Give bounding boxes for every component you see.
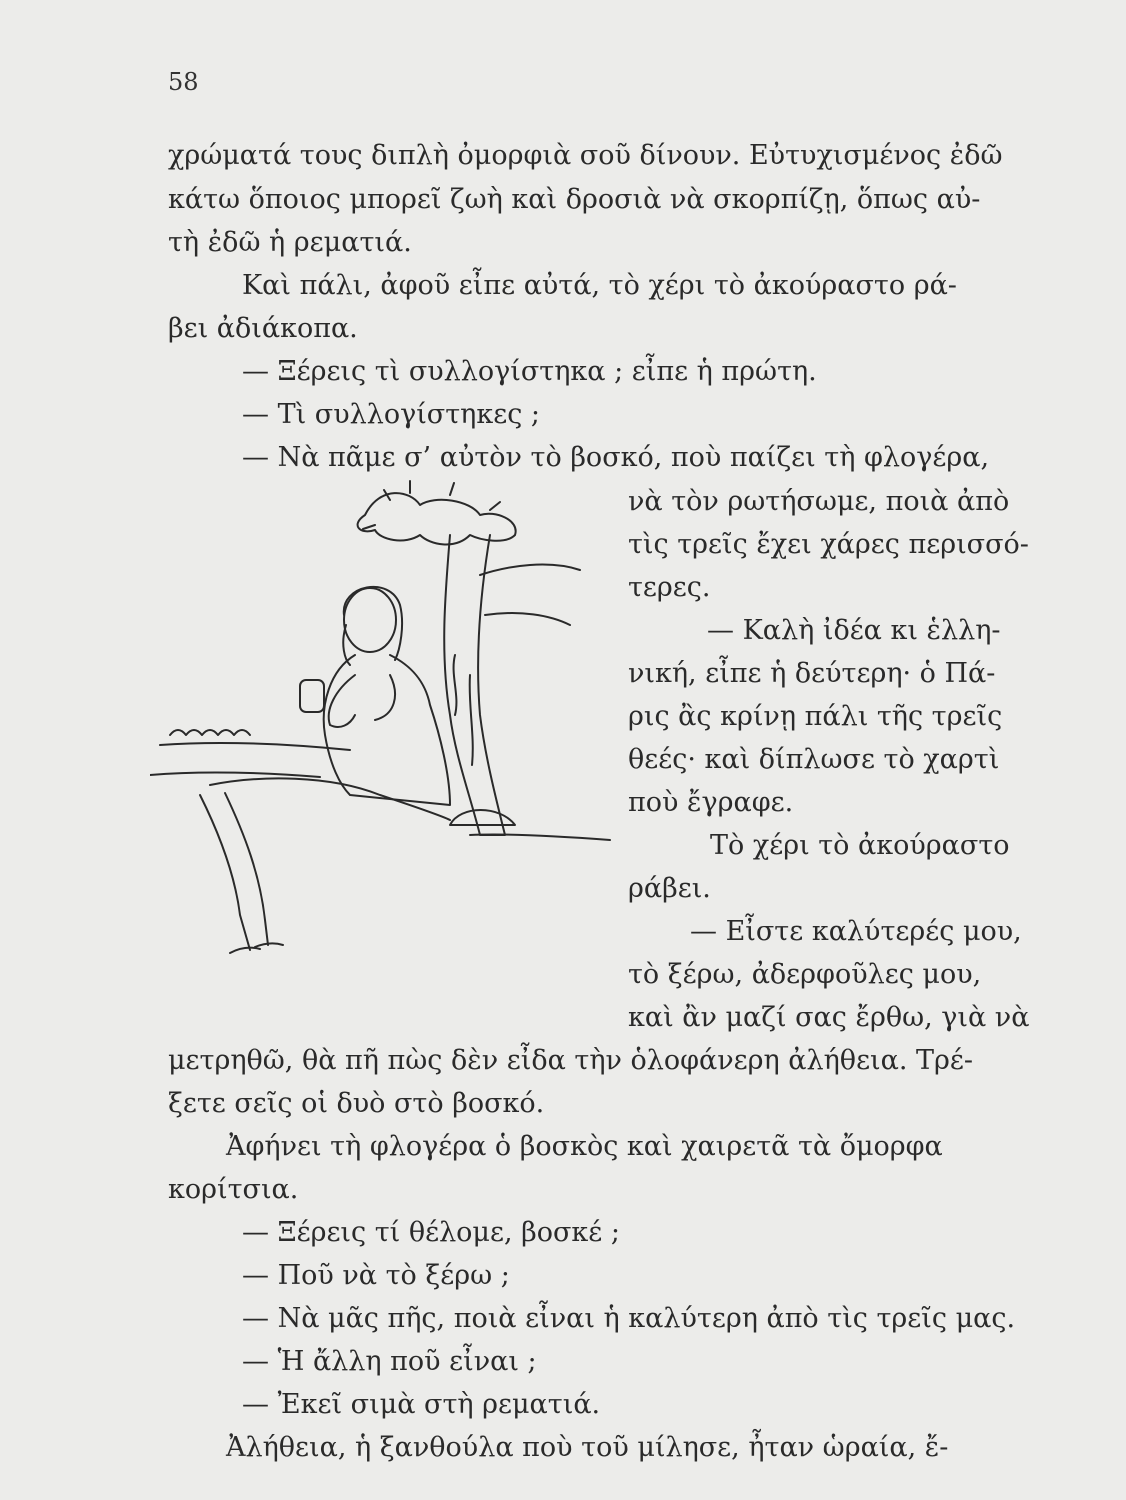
- text-line: νική, εἶπε ἡ δεύτερη· ὁ Πά-: [628, 658, 996, 689]
- girl-body: [324, 655, 450, 805]
- page-number: 58: [168, 68, 199, 96]
- text-line: Ἀφήνει τὴ φλογέρα ὁ βοσκὸς καὶ χαιρετᾶ τὰ ὄμορφα: [226, 1131, 943, 1162]
- text-line: — Νὰ μᾶς πῆς, ποιὰ εἶναι ἡ καλύτερη ἀπὸ τὶς τρεῖς μας.: [242, 1303, 1016, 1334]
- text-line: ράβει.: [628, 873, 711, 904]
- text-line: μετρηθῶ, θὰ πῆ πὼς δὲν εἶδα τὴν ὁλοφάνερη ἀλήθεια. Τρέ-: [168, 1045, 974, 1076]
- text-line: — Τὶ συλλογίστηκες ;: [242, 399, 541, 430]
- text-line: καὶ ἂν μαζί σας ἔρθω, γιὰ νὰ: [628, 1002, 1030, 1033]
- text-line: — Ποῦ νὰ τὸ ξέρω ;: [242, 1260, 510, 1291]
- text-line: χρώματά τους διπλὴ ὀμορφιὰ σοῦ δίνουν. Εὐτυχισμένος ἐδῶ: [168, 140, 1003, 171]
- text-line: Τὸ χέρι τὸ ἀκούραστο: [710, 830, 1010, 861]
- text-line: τὶς τρεῖς ἔχει χάρες περισσό-: [628, 529, 1029, 560]
- girl-under-tree-illustration: [150, 475, 620, 975]
- text-line: — Ἡ ἄλλη ποῦ εἶναι ;: [242, 1346, 537, 1377]
- tree-foliage: [358, 493, 516, 544]
- text-line: — Εἶστε καλύτερές μου,: [690, 916, 1022, 947]
- text-line: βει ἀδιάκοπα.: [168, 313, 358, 344]
- text-line: νὰ τὸν ρωτήσωμε, ποιὰ ἀπὸ: [628, 486, 1010, 517]
- text-line: θεές· καὶ δίπλωσε τὸ χαρτὶ: [628, 744, 1000, 775]
- sewing-cloth: [300, 680, 324, 712]
- text-line: — Νὰ πᾶμε σ’ αὐτὸν τὸ βοσκό, ποὺ παίζει τὴ φλογέρα,: [242, 442, 990, 473]
- text-line: τερες.: [628, 572, 711, 603]
- text-line: ξετε σεῖς οἱ δυὸ στὸ βοσκό.: [168, 1088, 545, 1119]
- text-line: ρις ἂς κρίνῃ πάλι τῆς τρεῖς: [628, 701, 1003, 732]
- text-line: Ἀλήθεια, ἡ ξανθούλα ποὺ τοῦ μίλησε, ἦταν ὡραία, ἔ-: [226, 1432, 949, 1463]
- girl-legs: [200, 793, 268, 950]
- text-line: τὸ ξέρω, ἀδερφοῦλες μου,: [628, 959, 982, 990]
- girl-head: [344, 588, 396, 652]
- text-line: ποὺ ἔγραφε.: [628, 787, 794, 818]
- basket: [450, 810, 515, 825]
- text-line: — Ἐκεῖ σιμὰ στὴ ρεματιά.: [242, 1389, 601, 1420]
- text-line: κάτω ὅποιος μπορεῖ ζωὴ καὶ δροσιὰ νὰ σκορπίζῃ, ὅπως αὐ-: [168, 184, 981, 215]
- text-line: κορίτσια.: [168, 1174, 299, 1205]
- text-line: — Ξέρεις τὶ συλλογίστηκα ; εἶπε ἡ πρώτη.: [242, 356, 817, 387]
- text-line: — Καλὴ ἰδέα κι ἑλλη-: [707, 615, 1001, 646]
- text-line: τὴ ἐδῶ ἡ ρεματιά.: [168, 227, 412, 258]
- ground-line: [150, 743, 610, 840]
- text-line: — Ξέρεις τί θέλομε, βοσκέ ;: [242, 1217, 620, 1248]
- text-line: Καὶ πάλι, ἀφοῦ εἶπε αὐτά, τὸ χέρι τὸ ἀκούραστο ρά-: [242, 270, 957, 301]
- tree-trunk: [444, 535, 505, 835]
